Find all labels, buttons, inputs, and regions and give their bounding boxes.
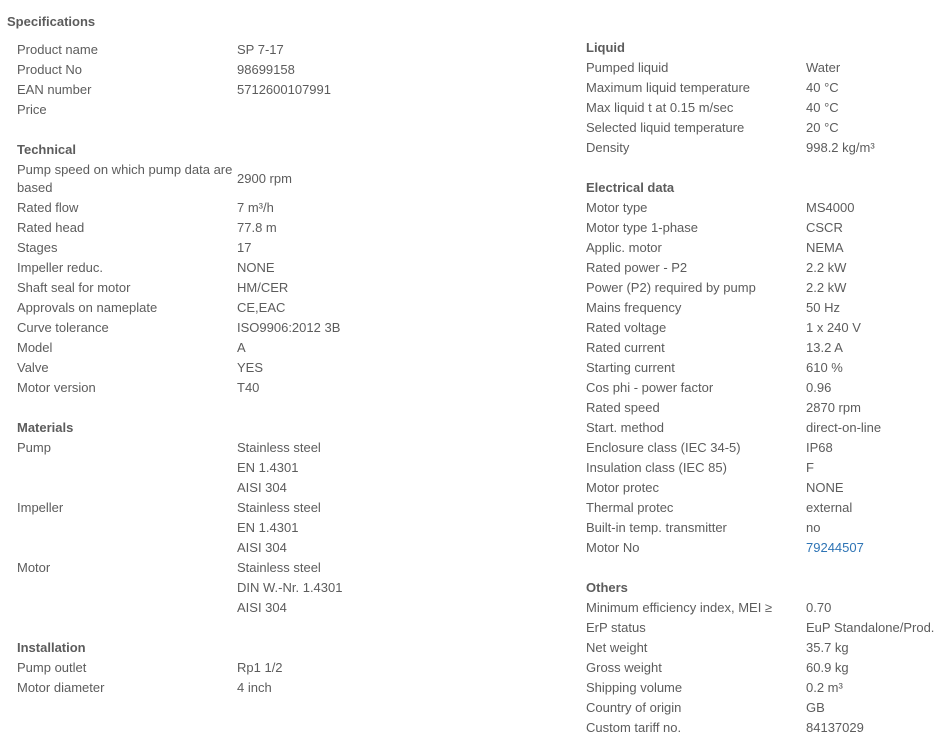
- spec-label: EAN number: [17, 82, 92, 97]
- spec-label: ErP status: [586, 620, 646, 635]
- motor-no-link[interactable]: 79244507: [806, 540, 864, 555]
- spec-value: [237, 498, 321, 558]
- spec-row: [586, 338, 952, 358]
- spec-label: Rated flow: [17, 200, 79, 215]
- spec-value: 98699158: [237, 62, 295, 77]
- spec-value: 2870 rpm: [806, 400, 861, 415]
- spec-value: 40 °C: [806, 100, 839, 115]
- materials-section: [17, 418, 577, 618]
- spec-value: MS4000: [806, 200, 855, 215]
- spec-value: T40: [237, 380, 260, 395]
- spec-value: 0.96: [806, 380, 832, 395]
- spec-row: [586, 718, 952, 738]
- spec-label: Rated speed: [586, 400, 660, 415]
- spec-label: Impeller: [17, 500, 64, 515]
- spec-label: Custom tariff no.: [586, 720, 682, 735]
- spec-row: [586, 138, 952, 158]
- basic-section: [17, 40, 577, 120]
- spec-row: [17, 160, 577, 198]
- spec-value: YES: [237, 360, 264, 375]
- spec-label: Applic. motor: [586, 240, 662, 255]
- spec-value-line: EN 1.4301: [237, 520, 299, 535]
- section-heading-technical: Technical: [17, 142, 77, 157]
- page-title: Specifications: [7, 14, 96, 29]
- spec-row: [586, 278, 952, 298]
- spec-label: Motor No: [586, 540, 640, 555]
- spec-value-line: Stainless steel: [237, 440, 321, 455]
- spec-value-line: EN 1.4301: [237, 460, 299, 475]
- spec-value-line: DIN W.-Nr. 1.4301: [237, 580, 343, 595]
- spec-row: [586, 118, 952, 138]
- spec-label: Pumped liquid: [586, 60, 669, 75]
- spec-row: [17, 338, 577, 358]
- spec-row: [586, 318, 952, 338]
- spec-label: Insulation class (IEC 85): [586, 460, 727, 475]
- spec-value: 1 x 240 V: [806, 320, 861, 335]
- section-heading-liquid: Liquid: [586, 40, 625, 55]
- spec-value: 0.2 m³: [806, 680, 843, 695]
- spec-row: [17, 658, 577, 678]
- spec-row: [17, 278, 577, 298]
- spec-row: [17, 438, 577, 498]
- right-column: [586, 38, 952, 738]
- spec-value: SP 7-17: [237, 42, 284, 57]
- spec-row: [586, 498, 952, 518]
- spec-row: [586, 238, 952, 258]
- spec-label: Motor diameter: [17, 680, 105, 695]
- spec-label: Shipping volume: [586, 680, 683, 695]
- spec-label: Minimum efficiency index, MEI ≥: [586, 600, 773, 615]
- technical-section: [17, 140, 577, 398]
- spec-label: Start. method: [586, 420, 665, 435]
- spec-row: [17, 318, 577, 338]
- spec-label: Shaft seal for motor: [17, 280, 131, 295]
- electrical-section: [586, 178, 952, 558]
- spec-row: [586, 398, 952, 418]
- spec-value: 77.8 m: [237, 220, 277, 235]
- section-heading-installation: Installation: [17, 640, 86, 655]
- spec-value: NEMA: [806, 240, 844, 255]
- spec-row: [586, 358, 952, 378]
- spec-label: Impeller reduc.: [17, 260, 103, 275]
- spec-label: Starting current: [586, 360, 675, 375]
- spec-value: 2.2 kW: [806, 280, 847, 295]
- spec-label: Maximum liquid temperature: [586, 80, 751, 95]
- spec-value: 5712600107991: [237, 82, 331, 97]
- spec-value: no: [806, 520, 821, 535]
- spec-value: 35.7 kg: [806, 640, 849, 655]
- spec-value: direct-on-line: [806, 420, 882, 435]
- spec-row: [586, 298, 952, 318]
- spec-value: 2900 rpm: [237, 171, 292, 186]
- spec-value: external: [806, 500, 853, 515]
- spec-value-line: Stainless steel: [237, 560, 321, 575]
- spec-label: Price: [17, 102, 47, 117]
- spec-value-line: AISI 304: [237, 480, 287, 495]
- spec-value: 40 °C: [806, 80, 839, 95]
- spec-label: Net weight: [586, 640, 648, 655]
- spec-row: [17, 358, 577, 378]
- spec-value: Rp1 1/2: [237, 660, 283, 675]
- spec-row: [586, 518, 952, 538]
- spec-value: 20 °C: [806, 120, 839, 135]
- spec-value: 7 m³/h: [237, 200, 274, 215]
- spec-value: HM/CER: [237, 280, 289, 295]
- spec-row: [17, 60, 577, 80]
- spec-row: [17, 198, 577, 218]
- spec-value-line: Stainless steel: [237, 500, 321, 515]
- spec-label: Curve tolerance: [17, 320, 109, 335]
- spec-label: Cos phi - power factor: [586, 380, 714, 395]
- spec-value: Water: [806, 60, 841, 75]
- spec-row: [586, 378, 952, 398]
- spec-row: [586, 658, 952, 678]
- spec-row: [586, 598, 952, 618]
- section-heading-electrical: Electrical data: [586, 180, 675, 195]
- spec-row: [17, 298, 577, 318]
- spec-row: [17, 80, 577, 100]
- spec-label: Density: [586, 140, 630, 155]
- spec-label: Stages: [17, 240, 58, 255]
- spec-value: NONE: [237, 260, 275, 275]
- spec-label: Thermal protec: [586, 500, 674, 515]
- spec-value: EuP Standalone/Prod.: [806, 620, 935, 635]
- spec-value: NONE: [806, 480, 844, 495]
- spec-value: IP68: [806, 440, 833, 455]
- spec-row: [586, 438, 952, 458]
- spec-row: [17, 378, 577, 398]
- spec-value: 13.2 A: [806, 340, 843, 355]
- spec-value: 84137029: [806, 720, 864, 735]
- left-column: [17, 40, 577, 698]
- spec-label: Pump speed on which pump data are based: [17, 162, 233, 195]
- spec-row: [17, 238, 577, 258]
- spec-value: 17: [237, 240, 252, 255]
- spec-label: Motor type: [586, 200, 648, 215]
- spec-row: [586, 538, 952, 558]
- spec-value: A: [237, 340, 246, 355]
- spec-label: Selected liquid temperature: [586, 120, 745, 135]
- spec-label: Gross weight: [586, 660, 662, 675]
- spec-value: CSCR: [806, 220, 843, 235]
- spec-row: [17, 40, 577, 60]
- spec-row: [586, 78, 952, 98]
- spec-row: [17, 218, 577, 238]
- spec-row: [586, 478, 952, 498]
- spec-label: Motor version: [17, 380, 96, 395]
- spec-value: ISO9906:2012 3B: [237, 320, 341, 335]
- spec-label: Product No: [17, 62, 83, 77]
- spec-row: [586, 618, 952, 638]
- spec-value: 60.9 kg: [806, 660, 849, 675]
- spec-row: [586, 58, 952, 78]
- spec-label: Rated power - P2: [586, 260, 688, 275]
- spec-label: Rated current: [586, 340, 665, 355]
- spec-label: Rated head: [17, 220, 85, 235]
- spec-label: Rated voltage: [586, 320, 667, 335]
- spec-row: [586, 258, 952, 278]
- spec-label: Enclosure class (IEC 34-5): [586, 440, 741, 455]
- spec-row: [17, 678, 577, 698]
- spec-row: [586, 98, 952, 118]
- spec-label: Mains frequency: [586, 300, 682, 315]
- spec-value: 2.2 kW: [806, 260, 847, 275]
- spec-row: [17, 258, 577, 278]
- spec-row: [586, 418, 952, 438]
- spec-row: [17, 558, 577, 618]
- spec-row: [17, 100, 577, 120]
- spec-label: Max liquid t at 0.15 m/sec: [586, 100, 734, 115]
- liquid-section: [586, 38, 952, 158]
- spec-label: Valve: [17, 360, 49, 375]
- spec-value: CE,EAC: [237, 300, 286, 315]
- spec-value: 4 inch: [237, 680, 272, 695]
- spec-label: Model: [17, 340, 53, 355]
- spec-row: [586, 638, 952, 658]
- spec-row: [586, 458, 952, 478]
- spec-label: Country of origin: [586, 700, 682, 715]
- spec-value: GB: [806, 700, 825, 715]
- spec-label: Built-in temp. transmitter: [586, 520, 727, 535]
- spec-value: F: [806, 460, 814, 475]
- others-section: [586, 578, 952, 738]
- installation-section: [17, 638, 577, 698]
- spec-label: Approvals on nameplate: [17, 300, 158, 315]
- section-heading-others: Others: [586, 580, 628, 595]
- spec-value: [237, 438, 321, 498]
- spec-label: Product name: [17, 42, 98, 57]
- spec-row: [17, 498, 577, 558]
- spec-label: Power (P2) required by pump: [586, 280, 756, 295]
- spec-row: [586, 678, 952, 698]
- spec-label: Pump: [17, 440, 51, 455]
- spec-value: 998.2 kg/m³: [806, 140, 875, 155]
- spec-row: [586, 698, 952, 718]
- spec-label: Motor type 1-phase: [586, 220, 699, 235]
- spec-value-line: AISI 304: [237, 600, 287, 615]
- spec-row: [586, 218, 952, 238]
- spec-value: [237, 558, 342, 618]
- spec-value: 50 Hz: [806, 300, 840, 315]
- spec-value: 610 %: [806, 360, 843, 375]
- spec-label: Motor protec: [586, 480, 659, 495]
- spec-value-line: AISI 304: [237, 540, 287, 555]
- spec-label: Pump outlet: [17, 660, 87, 675]
- spec-value: 0.70: [806, 600, 832, 615]
- spec-row: [586, 198, 952, 218]
- spec-label: Motor: [17, 560, 51, 575]
- section-heading-materials: Materials: [17, 420, 74, 435]
